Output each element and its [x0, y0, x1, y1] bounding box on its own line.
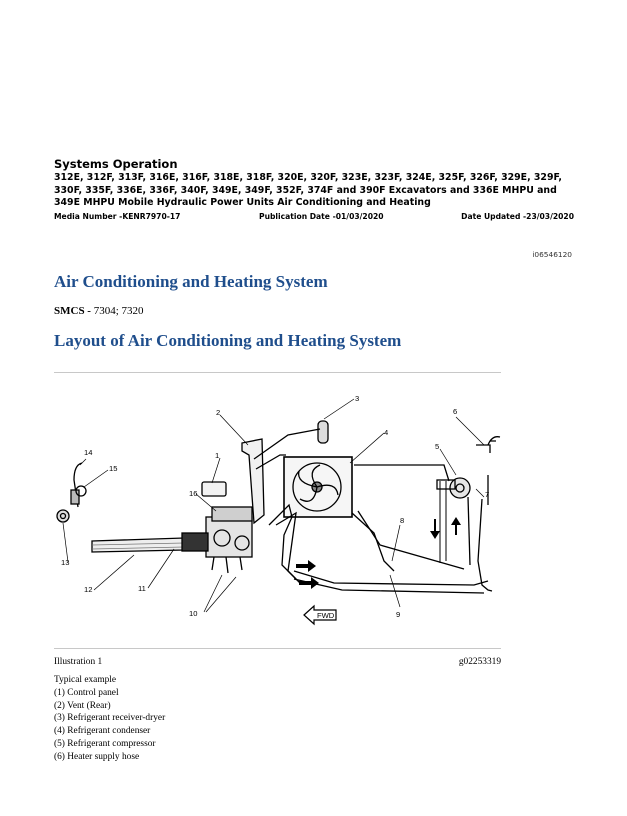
- publication-date: Publication Date -01/03/2020: [259, 211, 384, 221]
- header-models-line: 312E, 312F, 313F, 316E, 316F, 318E, 318F, 320E, 320F, 323E, 323F, 324E, 325F, 326F, 329E, 329F,: [54, 172, 562, 183]
- smcs-line: [54, 305, 144, 317]
- callout-14: 14: [84, 448, 93, 457]
- callout-16: 16: [189, 489, 198, 498]
- header-models-line: 349E MHPU Mobile Hydraulic Power Units Air Conditioning and Heating: [54, 197, 431, 209]
- callout-legend: [54, 674, 165, 764]
- legend-item: (3) Refrigerant receiver-dryer: [54, 713, 166, 724]
- flow-arrow: [296, 560, 316, 572]
- legend-item: Typical example: [54, 675, 117, 685]
- callout-5: 5: [435, 442, 440, 451]
- callout-7: 7: [485, 490, 490, 499]
- callout-15: 15: [109, 464, 118, 473]
- hose: [352, 513, 394, 571]
- legend-item: (4) Refrigerant condenser: [54, 726, 151, 737]
- figure-bottom-divider: [54, 648, 501, 649]
- flow-arrow: [451, 517, 461, 535]
- callout-10: 10: [189, 609, 198, 618]
- header-meta: [54, 212, 574, 226]
- graphic-id: g02253319: [458, 657, 501, 667]
- hose: [276, 513, 300, 583]
- compressor: [450, 478, 470, 498]
- document-id: i06546120: [532, 250, 572, 259]
- hose: [358, 511, 464, 569]
- hose: [478, 499, 492, 591]
- accessory-part: [57, 510, 69, 522]
- hose: [254, 429, 320, 459]
- callout-6: 6: [453, 407, 458, 416]
- media-number: Media Number -KENR7970-17: [54, 211, 181, 221]
- hose: [468, 497, 470, 565]
- system-diagram: [44, 385, 504, 633]
- smcs-codes: 7304; 7320: [90, 305, 144, 317]
- receiver-dryer: [318, 421, 328, 443]
- figure-top-divider: [54, 372, 501, 373]
- subsection-title: Layout of Air Conditioning and Heating System: [54, 331, 402, 350]
- callout-2: 2: [216, 408, 221, 417]
- legend-item: (1) Control panel: [54, 687, 119, 698]
- callout-9: 9: [396, 610, 401, 619]
- document-header: [54, 157, 574, 226]
- hose: [354, 465, 449, 481]
- callout-12: 12: [84, 585, 93, 594]
- legend-item: (6) Heater supply hose: [54, 751, 140, 762]
- callout-3: 3: [355, 394, 360, 403]
- ac-heating-layout-figure: [44, 385, 504, 633]
- callout-8: 8: [400, 516, 405, 525]
- header-title: Systems Operation: [54, 157, 178, 171]
- legend-item: (5) Refrigerant compressor: [54, 738, 156, 749]
- callout-1: 1: [215, 451, 220, 460]
- hvac-unit-top: [212, 507, 252, 521]
- accessory-part: [71, 490, 79, 504]
- legend-item: (2) Vent (Rear): [54, 700, 111, 711]
- section-title: Air Conditioning and Heating System: [54, 272, 328, 291]
- illustration-label: Illustration 1: [54, 657, 103, 667]
- hose-fitting: [476, 441, 496, 453]
- hose: [294, 579, 484, 593]
- date-updated: Date Updated -23/03/2020: [461, 211, 574, 221]
- hose: [440, 481, 446, 563]
- fwd-label: FWD: [317, 611, 335, 620]
- flow-arrow: [430, 519, 440, 539]
- callout-11: 11: [138, 584, 146, 593]
- callout-4: 4: [384, 428, 389, 437]
- figure-caption: [54, 657, 501, 671]
- mounting-legs: [212, 557, 242, 573]
- hvac-connector: [182, 533, 208, 551]
- control-panel: [202, 482, 226, 496]
- smcs-label: SMCS -: [54, 305, 91, 317]
- callout-13: 13: [61, 558, 70, 567]
- flow-arrow: [299, 577, 319, 589]
- header-models-line: 330F, 335F, 336E, 336F, 340F, 349E, 349F, 352F, 374F and 390F Excavators and 336E MHPU and: [54, 184, 557, 196]
